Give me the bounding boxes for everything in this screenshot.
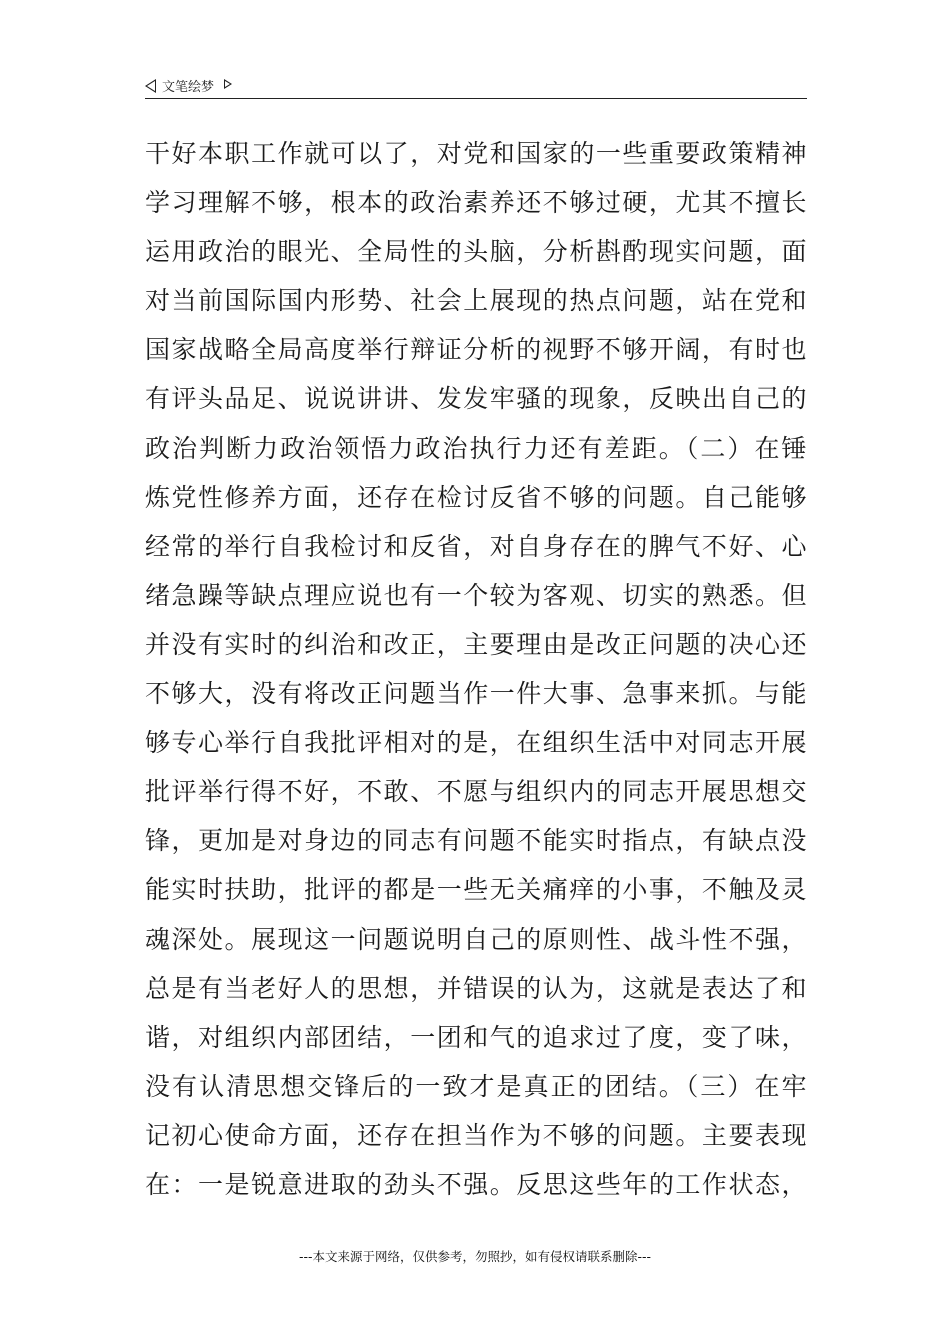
- text-line: 学习理解不够，根本的政治素养还不够过硬，尤其不擅长: [145, 188, 807, 218]
- text-line: 能实时扶助，批评的都是一些无关痛痒的小事，不触及灵: [145, 875, 807, 905]
- left-triangle-icon: [145, 79, 156, 93]
- brand: [145, 76, 232, 95]
- text-line: 政治判断力政治领悟力政治执行力还有差距。（二）在锤: [145, 433, 807, 463]
- text-line: 并没有实时的纠治和改正，主要理由是改正问题的决心还: [145, 629, 807, 659]
- text-line: 没有认清思想交锋后的一致才是真正的团结。（三）在牢: [145, 1071, 807, 1101]
- text-line: 在：一是锐意进取的劲头不强。反思这些年的工作状态，: [145, 1169, 807, 1199]
- text-line: 运用政治的眼光、全局性的头脑，分析斟酌现实问题，面: [145, 237, 807, 267]
- text-line: 魂深处。展现这一问题说明自己的原则性、战斗性不强，: [145, 924, 807, 954]
- text-line: 绪急躁等缺点理应说也有一个较为客观、切实的熟悉。但: [145, 580, 807, 610]
- text-line: 国家战略全局高度举行辩证分析的视野不够开阔，有时也: [145, 335, 807, 365]
- document-body: [145, 129, 807, 1209]
- text-line: 有评头品足、说说讲讲、发发牢骚的现象，反映出自己的: [145, 384, 807, 414]
- text-line: 炼党性修养方面，还存在检讨反省不够的问题。自己能够: [145, 482, 807, 512]
- text-line: 够专心举行自我批评相对的是，在组织生活中对同志开展: [145, 728, 807, 758]
- right-triangle-icon: [224, 79, 232, 89]
- text-line: 谐，对组织内部团结，一团和气的追求过了度，变了味，: [145, 1022, 807, 1052]
- text-line: 干好本职工作就可以了，对党和国家的一些重要政策精神: [145, 139, 807, 168]
- text-line: 记初心使命方面，还存在担当作为不够的问题。主要表现: [145, 1120, 807, 1150]
- text-line: 不够大，没有将改正问题当作一件大事、急事来抓。与能: [145, 679, 807, 709]
- text-line: 锋，更加是对身边的同志有问题不能实时指点，有缺点没: [145, 826, 807, 856]
- text-line: 批评举行得不好，不敢、不愿与组织内的同志开展思想交: [145, 777, 807, 807]
- text-line: 对当前国际国内形势、社会上展现的热点问题，站在党和: [145, 286, 807, 316]
- brand-text: 文笔绘梦: [162, 80, 215, 95]
- text-line: 经常的举行自我检讨和反省，对自身存在的脾气不好、心: [145, 531, 807, 561]
- page-header: [145, 74, 807, 99]
- footer-notice: ---本文来源于网络，仅供参考，勿照抄，如有侵权请联系删除---: [298, 1249, 652, 1264]
- text-line: 总是有当老好人的思想，并错误的认为，这就是表达了和: [145, 973, 807, 1003]
